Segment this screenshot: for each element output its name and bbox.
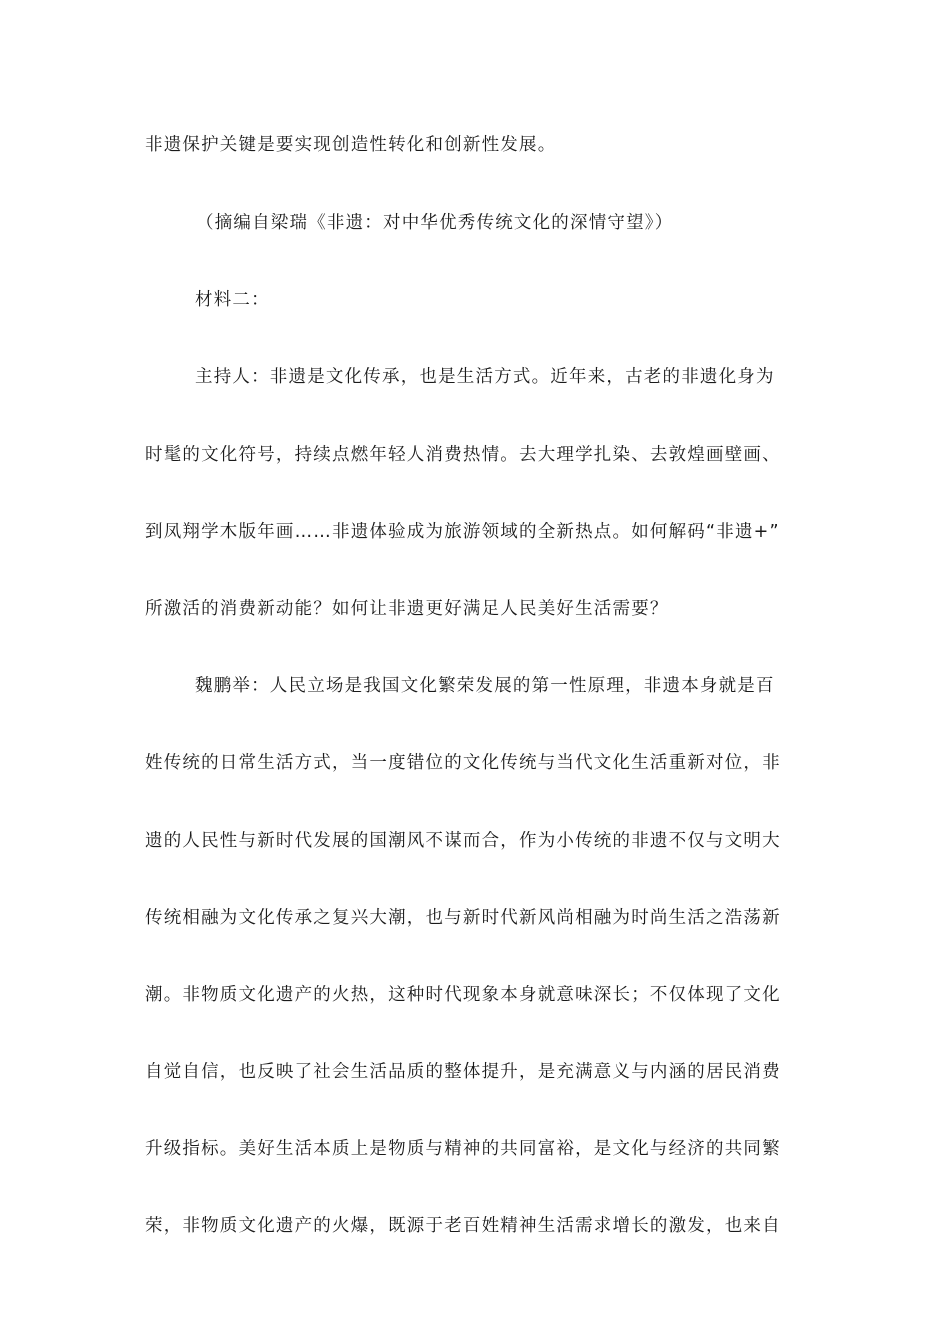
- paragraph-line: 到凤翔学木版年画……非遗体验成为旅游领域的全新热点。如何解码“非遗+”: [145, 522, 780, 542]
- paragraph-line: 荣，非物质文化遗产的火爆，既源于老百姓精神生活需求增长的激发，也来自: [145, 1216, 781, 1236]
- paragraph-line: 魏鹏举：人民立场是我国文化繁荣发展的第一性原理，非遗本身就是百: [195, 676, 775, 696]
- paragraph-line: 非遗保护关键是要实现创造性转化和创新性发展。: [145, 135, 557, 155]
- paragraph-line: 所激活的消费新动能？如何让非遗更好满足人民美好生活需要？: [145, 599, 669, 619]
- paragraph-line: 主持人：非遗是文化传承，也是生活方式。近年来，古老的非遗化身为: [195, 367, 775, 387]
- paragraph-line: 时髦的文化符号，持续点燃年轻人消费热情。去大理学扎染、去敦煌画壁画、: [145, 445, 781, 465]
- paragraph-line: 自觉自信，也反映了社会生活品质的整体提升，是充满意义与内涵的居民消费: [145, 1062, 781, 1082]
- paragraph-line: 遗的人民性与新时代发展的国潮风不谋而合，作为小传统的非遗不仅与文明大: [145, 831, 781, 851]
- paragraph-line: 传统相融为文化传承之复兴大潮，也与新时代新风尚相融为时尚生活之浩荡新: [145, 908, 781, 928]
- section-heading: 材料二：: [195, 290, 270, 310]
- source-citation: （摘编自梁瑞《非遗：对中华优秀传统文化的深情守望》）: [196, 213, 674, 233]
- paragraph-line: 升级指标。美好生活本质上是物质与精神的共同富裕，是文化与经济的共同繁: [145, 1139, 781, 1159]
- paragraph-line: 潮。非物质文化遗产的火热，这种时代现象本身就意味深长；不仅体现了文化: [145, 985, 781, 1005]
- paragraph-line: 姓传统的日常生活方式，当一度错位的文化传统与当代文化生活重新对位，非: [145, 753, 781, 773]
